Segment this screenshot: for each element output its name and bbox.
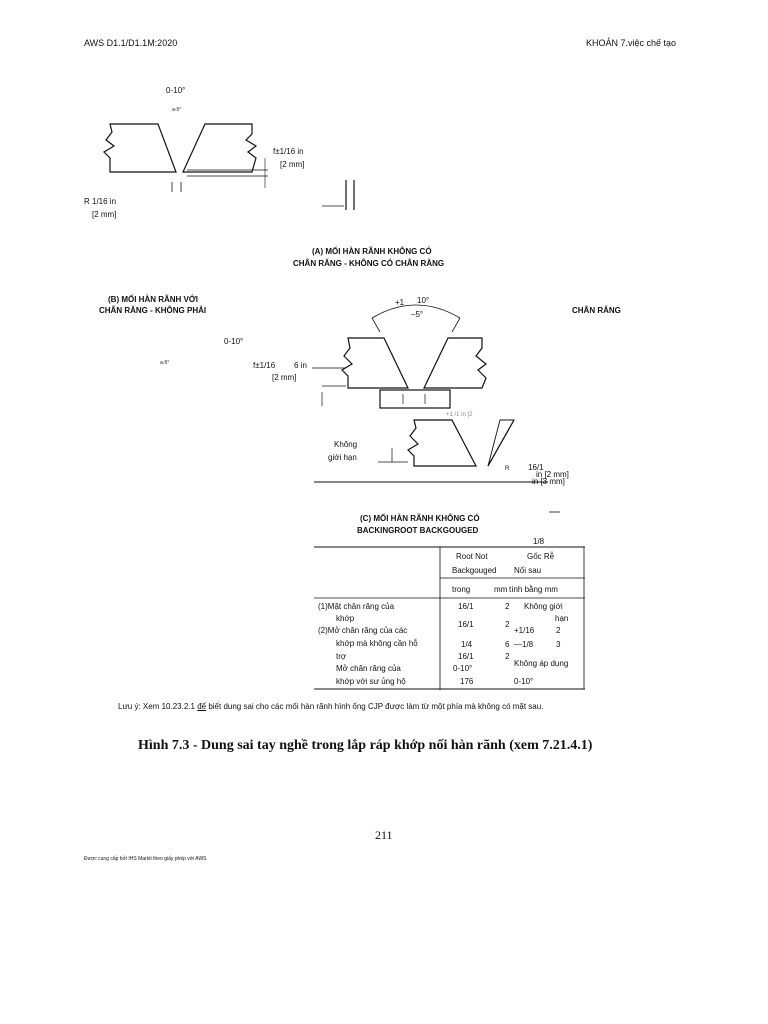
table-cell-in: 1/4 — [461, 640, 473, 649]
fig-b-angle-small: a-5° — [160, 360, 170, 366]
fig-b-plus1: +1 — [395, 298, 405, 307]
table-row-label: trợ — [336, 652, 347, 661]
fig-b-chan-rang: CHÂN RĂNG — [572, 306, 621, 315]
fig-b-six-in: 6 in — [294, 361, 307, 370]
table-col2-head-line2: Nối sau — [514, 566, 542, 575]
table-unit-in: trong — [452, 585, 471, 594]
fig-a-angle-small: a-5° — [172, 107, 182, 113]
fig-b-mm-partial: [2 mm] — [272, 373, 297, 382]
note-prefix: Lưu ý: Xem 10.23.2.1 — [118, 702, 198, 711]
table-row-label: khớp — [336, 614, 355, 623]
fig-c-r-small: R — [505, 466, 510, 472]
table-cell-mm: 6 — [505, 640, 510, 649]
table-row-label: Mở chân răng của — [336, 664, 401, 673]
table-col1-head-line1: Root Not — [456, 552, 488, 561]
table-row-label: (1)Mặt chân răng của — [318, 602, 395, 611]
table-cell-in: 176 — [460, 677, 474, 686]
table-cell-backgouged: +1/16 — [514, 626, 535, 635]
fig-c-left-plate — [408, 420, 476, 466]
fig-c-r161: 16/1 — [528, 463, 544, 472]
fig-a-title-line2: CHÂN RĂNG - KHÔNG CÓ CHÂN RĂNG — [293, 259, 445, 268]
header-right: KHOẢN 7.việc chế tạo — [586, 38, 677, 48]
table-cell-backgouged: 0-10° — [514, 677, 534, 686]
fig-a-right-plate — [183, 124, 256, 172]
table-unit-mm: mm — [494, 585, 508, 594]
note-rest: biết dung sai cho các mối hàn rãnh hình ống CJP được làm từ một phía mà không có mặt sau. — [206, 702, 544, 711]
fig-b-ten-degrees: 10° — [417, 296, 430, 305]
fig-b-backing-bar — [380, 390, 450, 408]
table-cell-backgouged: Không giới — [524, 602, 563, 611]
footer-license: Được cung cấp bởi IHS Markit theo giấy phép với AWS — [84, 856, 207, 862]
page-number: 211 — [375, 828, 393, 842]
table-cell-in: 0-10° — [453, 664, 473, 673]
fig-c-in2mm: in [2 mm] — [536, 470, 569, 479]
fig-c-gioi-han: giới hạn — [328, 453, 357, 462]
fig-a-angle: 0-10° — [166, 86, 186, 95]
fig-a-title-line1: (A) MỐI HÀN RÃNH KHÔNG CÓ — [312, 247, 432, 256]
fig-c-khong: Không — [334, 440, 358, 449]
table-col1-head-line2: Backgouged — [452, 566, 497, 575]
fig-a-r-line2: [2 mm] — [92, 210, 117, 219]
fig-b-faint-label: +1 /1 in [2 — [446, 412, 473, 418]
fig-b-minus5: –5° — [411, 310, 424, 319]
table-cell-in: 16/1 — [458, 620, 474, 629]
table-cell-mm: 2 — [505, 602, 510, 611]
figure-note — [118, 702, 543, 711]
table-cell-backgouged: Không áp dụng — [514, 659, 569, 668]
fig-c-title-line2: BACKINGROOT BACKGOUGED — [357, 526, 479, 535]
table-col2-head-line1: Gốc Rễ — [527, 552, 555, 561]
fig-b-title-line1: (B) MỐI HÀN RÃNH VỚI — [108, 295, 198, 304]
figure-caption: Hình 7.3 - Dung sai tay nghề trong lắp ráp khớp nối hàn rãnh (xem 7.21.4.1) — [138, 738, 593, 753]
fig-c-title-line1: (C) MỐI HÀN RÃNH KHÔNG CÓ — [360, 514, 480, 523]
table-unit-mm-text: tính bằng mm — [509, 585, 558, 594]
note-link[interactable]: để — [197, 702, 207, 711]
table-row-label: (2)Mở chân răng của các — [318, 626, 408, 635]
table-cell-mm: 2 — [505, 652, 510, 661]
fig-b-title-line2: CHÂN RĂNG - KHÔNG PHẢI — [99, 306, 207, 315]
table-cell-backgouged-mm: 2 — [556, 626, 561, 635]
table-cell-mm: 2 — [505, 620, 510, 629]
table-above-label: 1/8 — [533, 537, 545, 546]
fig-b-f-label: f±1/16 — [253, 361, 276, 370]
fig-b-angle: 0-10° — [224, 337, 244, 346]
table-cell-backgouged-mm: 3 — [556, 640, 561, 649]
table-cell-backgouged: —1/8 — [514, 640, 534, 649]
fig-c-in3mm: in [3 mm] — [532, 477, 565, 486]
header-left: AWS D1.1/D1.1M:2020 — [84, 38, 178, 48]
table-cell-backgouged: hạn — [555, 614, 569, 623]
fig-a-r-line1: R 1/16 in — [84, 197, 117, 206]
fig-a-f-line2: [2 mm] — [280, 160, 305, 169]
fig-b-left-plate — [342, 338, 408, 388]
fig-a-f-line1: f±1/16 in — [273, 147, 304, 156]
table-cell-in: 16/1 — [458, 602, 474, 611]
table-row-label: khớp với sư ủng hộ — [336, 677, 406, 686]
fig-a-left-plate — [104, 124, 176, 172]
fig-b-right-plate — [424, 338, 486, 388]
table-row-label: khớp mà không cần hỗ — [336, 639, 418, 648]
table-cell-in: 16/1 — [458, 652, 474, 661]
